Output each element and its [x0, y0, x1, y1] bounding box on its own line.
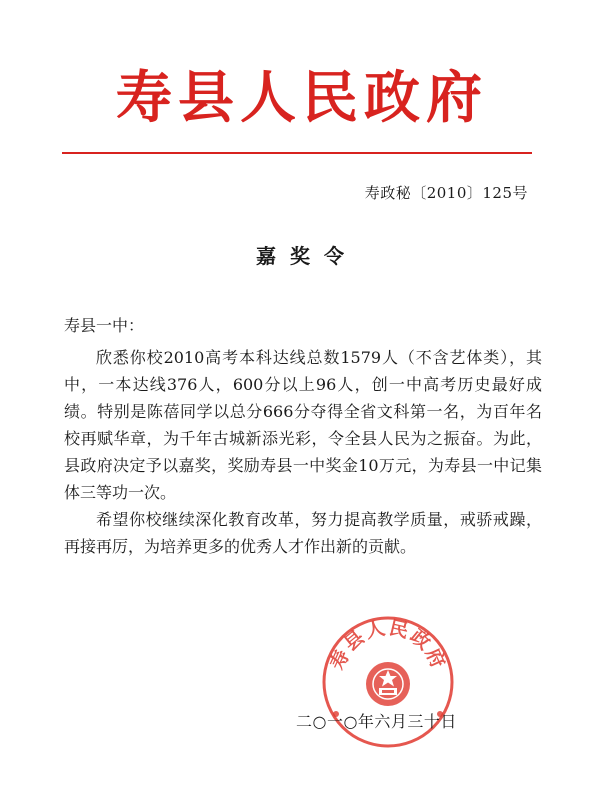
seal-text: 寿县人民政府 — [326, 616, 450, 674]
document-date: 二○一○年六月三十日 — [296, 712, 457, 731]
letterhead-rule — [62, 152, 532, 154]
document-body — [64, 344, 542, 560]
addressee: 寿县一中： — [64, 316, 145, 335]
body-paragraph-1: 欣悉你校2010高考本科达线总数1579人（不含艺体类），其中，一本达线376人，600分以上96人，创一中高考历史最好成绩。特别是陈蓓同学以总分666分夺得全省文科第一名，为百年名校再赋华章，为千年古城新添光彩，令全县人民为之振奋。为此，县政府决定予以嘉奖，奖励寿县一中奖金10万元，为寿县一中记集体三等功一次。 — [64, 348, 542, 502]
document-heading: 嘉奖令 — [256, 244, 358, 268]
national-emblem-icon — [366, 662, 410, 706]
document-number: 寿政秘〔2010〕125号 — [364, 184, 528, 202]
letterhead-title: 寿县人民政府 — [116, 65, 488, 131]
body-paragraph-2: 希望你校继续深化教育改革，努力提高教学质量，戒骄戒躁，再接再厉，为培养更多的优秀人才作出新的贡献。 — [64, 510, 542, 556]
